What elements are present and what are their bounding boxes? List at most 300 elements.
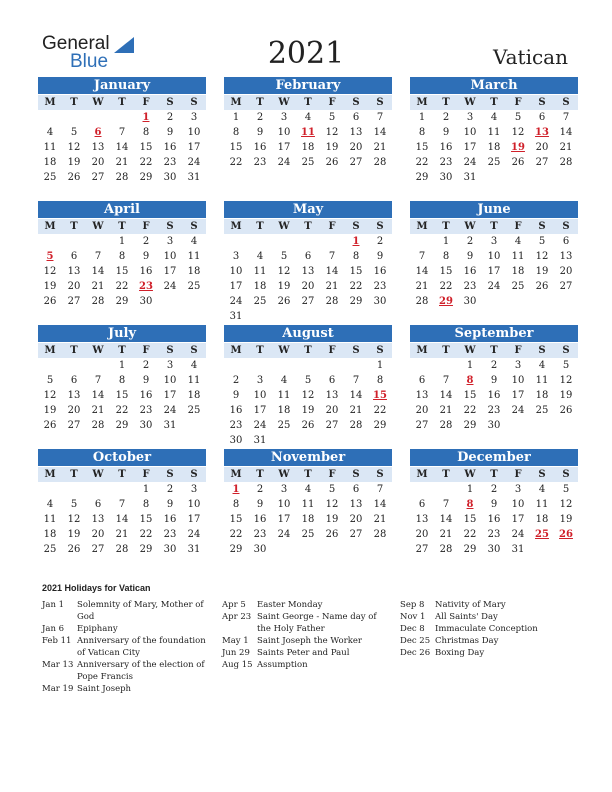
empty-cell — [38, 234, 62, 249]
day: 3 — [190, 112, 198, 123]
day: 31 — [187, 172, 201, 183]
day: 24 — [277, 529, 291, 540]
day: 8 — [142, 127, 150, 138]
day: 6 — [328, 375, 336, 386]
day: 25 — [511, 281, 525, 292]
weekday-label: W — [464, 469, 476, 480]
day: 3 — [514, 484, 522, 495]
holiday-name: Boxing Day — [435, 648, 485, 658]
day: 4 — [256, 251, 264, 262]
day: 25 — [253, 296, 267, 307]
month-march — [410, 77, 578, 195]
empty-cell — [224, 234, 248, 249]
holiday-item — [400, 635, 580, 647]
holiday-day: 1 — [142, 112, 150, 123]
day: 19 — [43, 281, 57, 292]
day: 8 — [232, 127, 240, 138]
weekday-label: S — [166, 469, 174, 480]
holiday-day: 19 — [511, 142, 525, 153]
day: 12 — [559, 375, 573, 386]
day: 15 — [463, 390, 477, 401]
day: 17 — [487, 266, 501, 277]
day: 8 — [118, 375, 126, 386]
empty-cell — [320, 234, 344, 249]
day: 9 — [142, 375, 150, 386]
day: 27 — [67, 420, 81, 431]
day: 12 — [67, 142, 81, 153]
month-title: June — [410, 201, 578, 218]
day: 18 — [535, 514, 549, 525]
weekday-header — [224, 467, 392, 482]
day: 5 — [70, 127, 78, 138]
weekday-label: T — [118, 345, 126, 356]
empty-cell — [344, 358, 368, 373]
day-grid — [410, 110, 578, 185]
day: 21 — [415, 281, 429, 292]
holiday-item — [42, 683, 212, 695]
day: 6 — [418, 499, 426, 510]
day: 27 — [91, 172, 105, 183]
weekday-label: S — [352, 221, 360, 232]
day: 23 — [487, 405, 501, 416]
day: 10 — [163, 375, 177, 386]
day: 6 — [352, 112, 360, 123]
weekday-header — [410, 219, 578, 234]
day: 6 — [304, 251, 312, 262]
holiday-item — [222, 647, 392, 659]
day: 13 — [91, 514, 105, 525]
weekday-label: W — [92, 97, 104, 108]
empty-cell — [110, 110, 134, 125]
weekday-header — [38, 219, 206, 234]
day: 15 — [139, 142, 153, 153]
day: 18 — [277, 405, 291, 416]
day: 28 — [373, 157, 387, 168]
weekday-header — [38, 343, 206, 358]
weekday-label: W — [278, 221, 290, 232]
day-grid — [224, 482, 392, 557]
day: 24 — [463, 157, 477, 168]
weekday-label: W — [278, 469, 290, 480]
day: 2 — [442, 112, 450, 123]
day: 19 — [43, 405, 57, 416]
empty-cell — [86, 110, 110, 125]
day: 12 — [511, 127, 525, 138]
holiday-name: Assumption — [257, 660, 308, 670]
day: 26 — [43, 420, 57, 431]
month-april — [38, 201, 206, 319]
day: 20 — [91, 529, 105, 540]
day: 25 — [301, 157, 315, 168]
day: 5 — [514, 112, 522, 123]
day: 27 — [301, 296, 315, 307]
month-august — [224, 325, 392, 446]
empty-cell — [410, 482, 434, 497]
holiday-name: Easter Monday — [257, 600, 323, 610]
day: 18 — [301, 514, 315, 525]
day: 24 — [229, 296, 243, 307]
day: 7 — [376, 112, 384, 123]
weekday-label: T — [490, 469, 498, 480]
day: 29 — [415, 172, 429, 183]
day: 2 — [490, 360, 498, 371]
empty-cell — [272, 358, 296, 373]
holiday-item — [222, 635, 392, 647]
day: 21 — [439, 529, 453, 540]
weekday-label: S — [376, 345, 384, 356]
holiday-name: Saint Joseph — [77, 684, 132, 694]
day: 20 — [349, 142, 363, 153]
day: 27 — [91, 544, 105, 555]
day: 3 — [466, 112, 474, 123]
day: 16 — [139, 390, 153, 401]
weekday-label: T — [490, 221, 498, 232]
weekday-label: S — [376, 97, 384, 108]
weekday-label: F — [514, 221, 522, 232]
day: 13 — [325, 390, 339, 401]
day: 28 — [439, 420, 453, 431]
day: 7 — [328, 251, 336, 262]
holiday-date: Dec 8 — [400, 624, 425, 634]
day: 12 — [535, 251, 549, 262]
weekday-header — [224, 95, 392, 110]
day: 29 — [139, 544, 153, 555]
day: 5 — [562, 484, 570, 495]
day: 15 — [229, 142, 243, 153]
day: 12 — [43, 266, 57, 277]
day: 17 — [277, 514, 291, 525]
holiday-date: Mar 19 — [42, 684, 74, 694]
day: 19 — [559, 514, 573, 525]
day: 13 — [349, 499, 363, 510]
day: 1 — [142, 484, 150, 495]
weekday-label: F — [514, 97, 522, 108]
day: 23 — [487, 529, 501, 540]
day: 27 — [349, 529, 363, 540]
weekday-label: T — [70, 345, 78, 356]
day: 7 — [442, 375, 450, 386]
day: 23 — [163, 529, 177, 540]
day: 11 — [487, 127, 501, 138]
weekday-label: T — [442, 97, 450, 108]
weekday-label: T — [442, 221, 450, 232]
day: 29 — [115, 420, 129, 431]
weekday-label: S — [562, 97, 570, 108]
day: 10 — [277, 499, 291, 510]
day: 16 — [253, 142, 267, 153]
day-grid — [410, 234, 578, 309]
day: 7 — [118, 127, 126, 138]
day: 24 — [487, 281, 501, 292]
day: 30 — [439, 172, 453, 183]
day: 28 — [91, 420, 105, 431]
day: 30 — [487, 544, 501, 555]
day: 16 — [487, 514, 501, 525]
day-grid — [410, 482, 578, 557]
day: 16 — [439, 142, 453, 153]
day: 23 — [163, 157, 177, 168]
day: 11 — [535, 375, 549, 386]
month-february — [224, 77, 392, 195]
weekday-label: T — [118, 221, 126, 232]
weekday-label: S — [190, 97, 198, 108]
day: 11 — [187, 251, 201, 262]
holiday-day: 8 — [466, 375, 474, 386]
day: 26 — [325, 529, 339, 540]
month-july — [38, 325, 206, 443]
day-grid — [224, 234, 392, 324]
empty-cell — [410, 234, 434, 249]
day: 21 — [91, 281, 105, 292]
day: 16 — [163, 142, 177, 153]
day: 11 — [511, 251, 525, 262]
day: 23 — [253, 157, 267, 168]
weekday-label: W — [464, 97, 476, 108]
day: 26 — [535, 281, 549, 292]
day: 4 — [538, 484, 546, 495]
day: 6 — [352, 484, 360, 495]
day-grid — [38, 234, 206, 309]
empty-cell — [248, 358, 272, 373]
holiday-date: Apr 23 — [222, 612, 252, 622]
day: 1 — [118, 236, 126, 247]
day: 5 — [70, 499, 78, 510]
day: 4 — [46, 499, 54, 510]
day: 19 — [559, 390, 573, 401]
month-title: October — [38, 449, 206, 466]
day: 22 — [229, 529, 243, 540]
holiday-name: Saints Peter and Paul — [257, 648, 350, 658]
weekday-label: W — [92, 221, 104, 232]
day-grid — [224, 358, 392, 448]
day: 21 — [115, 157, 129, 168]
weekday-label: M — [44, 469, 56, 480]
day: 1 — [232, 112, 240, 123]
day: 16 — [373, 266, 387, 277]
day: 20 — [349, 514, 363, 525]
month-title: January — [38, 77, 206, 94]
day: 13 — [301, 266, 315, 277]
day: 17 — [511, 390, 525, 401]
weekday-label: S — [352, 469, 360, 480]
holiday-name: Christmas Day — [435, 636, 499, 646]
day: 28 — [349, 420, 363, 431]
month-title: July — [38, 325, 206, 342]
day: 28 — [115, 172, 129, 183]
empty-cell — [434, 358, 458, 373]
day: 22 — [415, 157, 429, 168]
weekday-label: T — [118, 97, 126, 108]
month-title: September — [410, 325, 578, 342]
day: 28 — [559, 157, 573, 168]
weekday-label: F — [328, 345, 336, 356]
day: 9 — [232, 390, 240, 401]
day: 10 — [511, 375, 525, 386]
day: 26 — [511, 157, 525, 168]
day: 9 — [166, 127, 174, 138]
weekday-header — [38, 467, 206, 482]
holiday-name: Anniversary of the election of Pope Francis — [77, 660, 205, 682]
day: 8 — [232, 499, 240, 510]
day: 4 — [190, 236, 198, 247]
day: 16 — [253, 514, 267, 525]
day: 7 — [352, 375, 360, 386]
day: 18 — [43, 529, 57, 540]
weekday-label: S — [190, 345, 198, 356]
day: 3 — [232, 251, 240, 262]
day: 21 — [325, 281, 339, 292]
day: 11 — [277, 390, 291, 401]
day: 29 — [373, 420, 387, 431]
weekday-label: T — [304, 469, 312, 480]
holiday-date: May 1 — [222, 636, 249, 646]
day: 30 — [463, 296, 477, 307]
day: 20 — [325, 405, 339, 416]
weekday-label: F — [142, 97, 150, 108]
day: 25 — [301, 529, 315, 540]
holiday-date: Jan 1 — [42, 600, 65, 610]
day: 2 — [376, 236, 384, 247]
day: 8 — [376, 375, 384, 386]
empty-cell — [38, 358, 62, 373]
day: 9 — [256, 499, 264, 510]
empty-cell — [410, 358, 434, 373]
day: 27 — [535, 157, 549, 168]
day: 17 — [163, 390, 177, 401]
day: 16 — [229, 405, 243, 416]
day: 2 — [142, 360, 150, 371]
day: 3 — [166, 360, 174, 371]
day: 9 — [466, 251, 474, 262]
day: 20 — [415, 529, 429, 540]
day: 5 — [538, 236, 546, 247]
weekday-label: T — [256, 221, 264, 232]
day: 7 — [94, 375, 102, 386]
day: 18 — [511, 266, 525, 277]
day: 30 — [229, 435, 243, 446]
holiday-day: 29 — [439, 296, 453, 307]
holiday-date: Jun 29 — [222, 648, 250, 658]
day: 13 — [349, 127, 363, 138]
holiday-day: 1 — [232, 484, 240, 495]
holiday-item — [222, 611, 392, 635]
weekday-header — [38, 95, 206, 110]
day: 13 — [91, 142, 105, 153]
day: 10 — [163, 251, 177, 262]
month-september — [410, 325, 578, 443]
day: 1 — [466, 484, 474, 495]
day: 19 — [325, 142, 339, 153]
month-title: November — [224, 449, 392, 466]
weekday-label: T — [304, 221, 312, 232]
day: 5 — [328, 112, 336, 123]
holiday-item — [400, 599, 580, 611]
day: 10 — [487, 251, 501, 262]
weekday-header — [410, 95, 578, 110]
day: 26 — [301, 420, 315, 431]
day: 11 — [301, 499, 315, 510]
day: 6 — [70, 375, 78, 386]
weekday-label: T — [304, 97, 312, 108]
day: 5 — [328, 484, 336, 495]
day: 10 — [277, 127, 291, 138]
day: 30 — [139, 420, 153, 431]
holiday-item — [222, 659, 392, 671]
weekday-label: S — [166, 345, 174, 356]
holiday-day: 1 — [352, 236, 360, 247]
weekday-label: T — [70, 97, 78, 108]
day: 10 — [187, 499, 201, 510]
weekday-label: W — [464, 221, 476, 232]
day: 15 — [349, 266, 363, 277]
day: 22 — [115, 405, 129, 416]
weekday-label: M — [416, 97, 428, 108]
weekday-label: T — [442, 345, 450, 356]
weekday-label: S — [190, 469, 198, 480]
weekday-label: W — [278, 345, 290, 356]
day: 20 — [535, 142, 549, 153]
weekday-label: S — [352, 345, 360, 356]
day: 3 — [490, 236, 498, 247]
empty-cell — [320, 358, 344, 373]
day: 15 — [463, 514, 477, 525]
day: 22 — [229, 157, 243, 168]
holiday-day: 15 — [373, 390, 387, 401]
month-title: March — [410, 77, 578, 94]
day: 3 — [280, 112, 288, 123]
weekday-label: S — [562, 469, 570, 480]
day: 23 — [139, 405, 153, 416]
holiday-day: 13 — [535, 127, 549, 138]
day: 27 — [325, 420, 339, 431]
day: 10 — [253, 390, 267, 401]
weekday-label: S — [538, 221, 546, 232]
weekday-label: F — [514, 469, 522, 480]
weekday-label: S — [562, 221, 570, 232]
day: 23 — [373, 281, 387, 292]
day: 31 — [253, 435, 267, 446]
weekday-label: W — [92, 469, 104, 480]
day: 29 — [139, 172, 153, 183]
holiday-item — [400, 623, 580, 635]
day: 30 — [373, 296, 387, 307]
day: 27 — [415, 544, 429, 555]
weekday-label: M — [44, 97, 56, 108]
day: 4 — [46, 127, 54, 138]
day: 31 — [511, 544, 525, 555]
holiday-date: Feb 11 — [42, 636, 72, 646]
day: 28 — [325, 296, 339, 307]
day: 18 — [535, 390, 549, 401]
weekday-label: F — [328, 221, 336, 232]
day: 17 — [229, 281, 243, 292]
day: 24 — [277, 157, 291, 168]
logo-text-bottom: Blue — [70, 51, 109, 72]
empty-cell — [296, 234, 320, 249]
day: 24 — [511, 405, 525, 416]
empty-cell — [272, 234, 296, 249]
day: 29 — [349, 296, 363, 307]
holiday-date: Jan 6 — [42, 624, 65, 634]
weekday-label: M — [44, 345, 56, 356]
weekday-label: T — [490, 345, 498, 356]
day: 4 — [190, 360, 198, 371]
day: 4 — [490, 112, 498, 123]
weekday-label: M — [416, 345, 428, 356]
day: 13 — [415, 390, 429, 401]
weekday-header — [224, 219, 392, 234]
day: 22 — [139, 529, 153, 540]
